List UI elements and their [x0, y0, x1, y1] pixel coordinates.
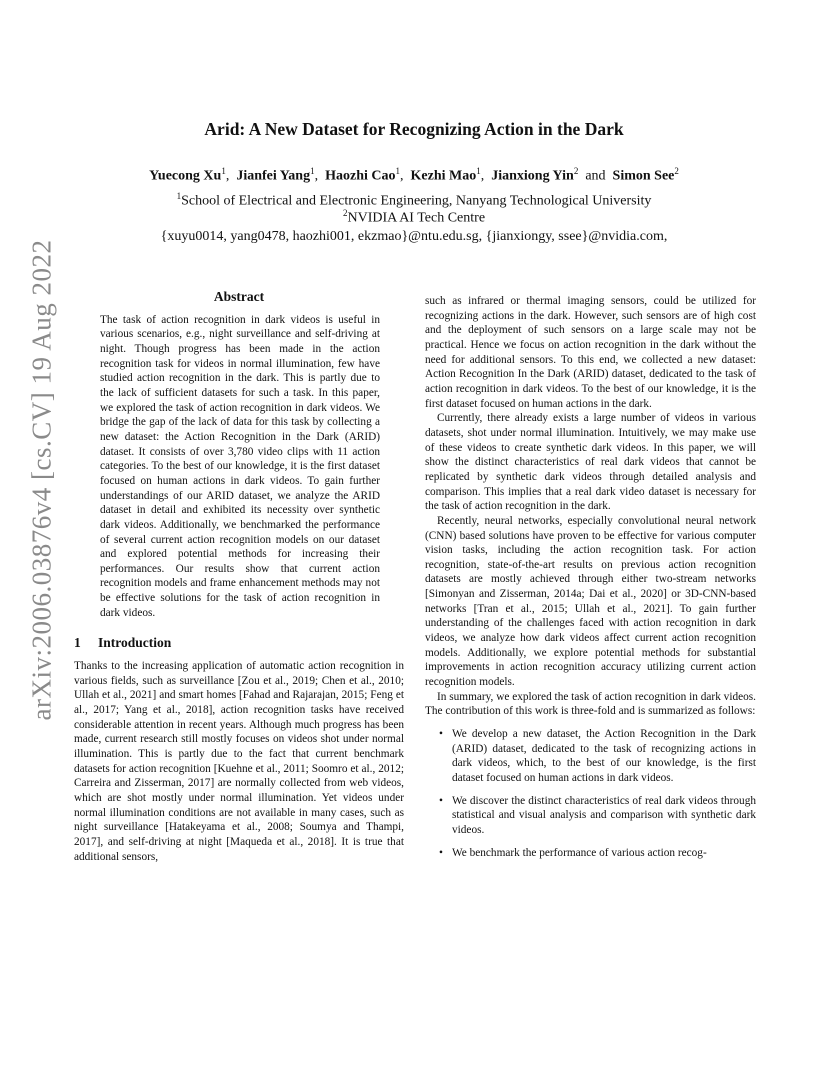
affiliation-line — [0, 208, 828, 227]
author-name: Yuecong Xu — [149, 168, 222, 184]
arxiv-identifier: arXiv:2006.03876v4 [cs.CV] 19 Aug 2022 — [26, 239, 57, 721]
arxiv-side-stamp — [22, 239, 62, 721]
author-affiliation-mark: 1 — [221, 166, 226, 176]
section-number: 1 — [74, 635, 81, 651]
author-name: Haozhi Cao — [325, 168, 396, 184]
list-item — [425, 794, 756, 838]
contribution-list — [425, 727, 756, 860]
paragraph: Thanks to the increasing application of automatic action recognition in various fields, such as surveillance [Zou et al., 2019; Chen et al., 2010; Ullah et al., 2021] and smart homes [Fahad and Rajarajan, 2015; Feng et al., 2017; Yang et al., 2018], action recognition tasks have received considerable attention in recent years. Although much progress has been made, current research still mostly focuses on videos shot under normal illumination. This is partly due to the fact that current benchmark datasets for action recognition [Kuehne et al., 2011; Soomro et al., 2012; Carreira and Zisserman, 2017] are normally collected from web videos, which are shot mostly under normal illumination. Yet videos under normal illumination conditions are not available in many cases, such as night surveillance [Hatakeyama et al., 2008; Soumya and Thampi, 2017], and self-driving at night [Maqueda et al., 2018]. It is true that additional sensors, — [74, 660, 404, 863]
affiliation-text: School of Electrical and Electronic Engineering, Nanyang Technological University — [181, 193, 652, 209]
paragraph: In summary, we explored the task of action recognition in dark videos. The contribution of this work is three-fold and is summarized as follows: — [425, 690, 756, 718]
paper-title: Arid: A New Dataset for Recognizing Action in the Dark — [204, 119, 624, 139]
list-item — [425, 846, 756, 861]
bullet-icon: • — [439, 846, 443, 859]
section-heading — [74, 636, 404, 651]
author-name: Jianxiong Yin — [491, 168, 574, 184]
left-column — [74, 290, 404, 864]
author-list: Yuecong Xu$^1$, Jianfei Yang$^1$, Haozhi Cao$^1$, Kezhi Mao$^1$, Jianxiong Yin$^2$ and Simon See$^2$ — [149, 166, 679, 184]
author-name: Simon See — [612, 168, 675, 184]
author-joiner: and — [585, 168, 606, 184]
paragraph: Recently, neural networks, especially convolutional neural network (CNN) based solutions have proven to be effective for various computer vision tasks, including the action recognition task. For action recognition, state-of-the-art results on previous action recognition datasets are mostly achieved through either two-stream networks [Simonyan and Zisserman, 2014a; Dai et al., 2020] or 3D-CNN-based networks [Tran et al., 2015; Ullah et al., 2021]. To gain further understanding of the challenges faced with action recognition in dark videos, we analyze how dark videos affect current action recognition models. Additionally, we explore potential methods for substantial improvements in action recognition accuracy utilizing current action recognition models. — [425, 514, 756, 689]
paragraph: such as infrared or thermal imaging sensors, could be utilized for recognizing actions in the dark. However, such sensors are of high cost and the deployment of such sensors on a large scale may not be practical. Hence we focus on action recognition in the dark without the need for additional sensors. To this end, we collected a new dataset: Action Recognition In the Dark (ARID) dataset, dedicated to the task of action recognition in dark videos. To the best of our knowledge, it is the first dataset focused on human actions in the dark. — [425, 295, 756, 410]
bullet-icon: • — [439, 794, 443, 807]
section-title: Introduction — [98, 635, 172, 651]
author-name: Kezhi Mao — [410, 168, 477, 184]
author-affiliation-mark: 1 — [310, 166, 315, 176]
list-item-text: We discover the distinct characteristics of real dark videos through statistical and visual analysis and comparison with synthetic dark videos. — [452, 794, 756, 836]
abstract-heading: Abstract — [213, 289, 265, 304]
author-affiliation-mark: 2 — [674, 166, 679, 176]
affiliation-line — [0, 191, 828, 210]
abstract-body: The task of action recognition in dark videos is useful in various scenarios, e.g., night surveillance and self-driving at night. Though progress has been made in the action recognition task for videos in normal illumination, few have studied action recognition in the dark. This is partly due to the lack of sufficient datasets for such a task. In this paper, we explored the task of action recognition in dark videos. We bridge the gap of the lack of data for this task by collecting a new dataset: the Action Recognition in the Dark (ARID) dataset. It consists of over 3,780 video clips with 11 action categories. To the best of our knowledge, it is the first dataset focused on human actions in dark videos. To gain further understandings of our ARID dataset, we analyze the ARID dataset in detail and exhibited its necessity over synthetic dark videos. Additionally, we benchmarked the performance of several current action recognition models on our dataset and explored potential methods for increasing their performances. Our results show that current action recognition models and frame enhancement methods may not be effective solutions for the task of action recognition in dark videos. — [100, 313, 380, 619]
email-line: {xuyu0014, yang0478, haozhi001, ekzmao}@ntu.edu.sg, {jianxiongy, ssee}@nvidia.com, — [160, 229, 668, 244]
author-affiliation-mark: 2 — [573, 166, 579, 176]
affiliation-mark: 2 — [342, 208, 348, 218]
author-affiliation-mark: 1 — [476, 166, 481, 176]
paragraph: Currently, there already exists a large number of videos in various datasets, shot under normal illumination. Intuitively, we may make use of these videos to create synthetic dark videos. In this paper, we will show the distinct characteristics of real dark videos that cannot be replicated by synthetic dark videos through detailed analysis and comparison. This implies that a real dark video dataset is necessary for the task of action recognition in the dark. — [425, 412, 756, 513]
affiliation-mark: 1 — [176, 191, 182, 201]
affiliation-text: NVIDIA AI Tech Centre — [347, 210, 486, 226]
author-affiliation-mark: 1 — [395, 166, 400, 176]
bullet-icon: • — [439, 728, 443, 741]
author-name: Jianfei Yang — [236, 168, 311, 184]
list-item — [425, 727, 756, 786]
right-column — [425, 294, 756, 868]
list-item-text: We benchmark the performance of various action recog- — [452, 846, 707, 859]
list-item-text: We develop a new dataset, the Action Recognition in the Dark (ARID) dataset, dedicated to the task of recognizing actions in dark videos, which, to the best of our knowledge, is the first dataset focused on human actions in dark videos. — [452, 728, 756, 784]
